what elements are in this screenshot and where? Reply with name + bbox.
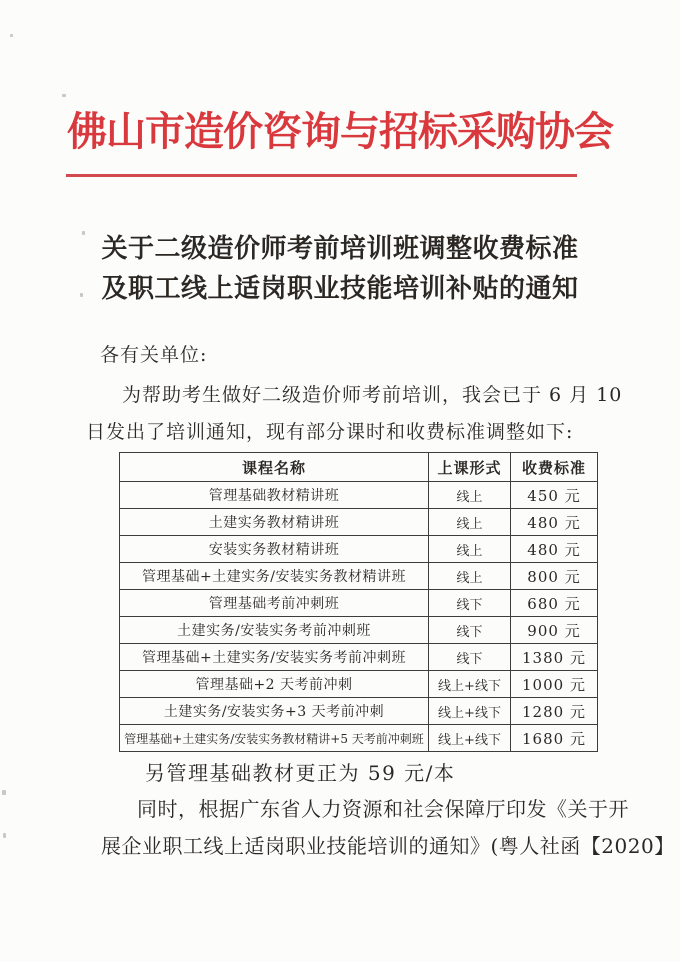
fee-value: 680 元 bbox=[511, 590, 598, 617]
table-row bbox=[120, 698, 598, 725]
course-name: 土建实务教材精讲班 bbox=[120, 509, 429, 536]
paragraph2-line2: 展企业职工线上适岗职业技能培训的通知》(粤人社函【2020】 bbox=[101, 834, 675, 858]
table-row bbox=[120, 671, 598, 698]
textbook-correction-note: 另管理基础教材更正为 59 元/本 bbox=[145, 761, 456, 785]
class-format: 线上+线下 bbox=[429, 698, 511, 725]
table-row bbox=[120, 590, 598, 617]
scan-artifact bbox=[80, 293, 83, 297]
course-name: 管理基础+土建实务/安装实务教材精讲+5 天考前冲刺班 bbox=[120, 725, 429, 752]
course-name: 管理基础+土建实务/安装实务考前冲刺班 bbox=[120, 644, 429, 671]
doc-title-line2: 及职工线上适岗职业技能培训补贴的通知 bbox=[101, 274, 579, 304]
fee-value: 1000 元 bbox=[511, 671, 598, 698]
class-format: 线上 bbox=[429, 563, 511, 590]
scan-artifact bbox=[2, 790, 6, 795]
class-format: 线下 bbox=[429, 644, 511, 671]
scan-artifact bbox=[3, 833, 6, 838]
course-name: 管理基础+2 天考前冲刺 bbox=[120, 671, 429, 698]
class-format: 线上 bbox=[429, 536, 511, 563]
header-course-name: 课程名称 bbox=[120, 453, 429, 482]
fee-table bbox=[119, 452, 598, 752]
table-row bbox=[120, 644, 598, 671]
fee-value: 800 元 bbox=[511, 563, 598, 590]
scan-artifact bbox=[10, 34, 13, 37]
class-format: 线上+线下 bbox=[429, 671, 511, 698]
fee-value: 900 元 bbox=[511, 617, 598, 644]
table-row bbox=[120, 563, 598, 590]
class-format: 线下 bbox=[429, 617, 511, 644]
table-row bbox=[120, 509, 598, 536]
course-name: 安装实务教材精讲班 bbox=[120, 536, 429, 563]
header-class-format: 上课形式 bbox=[429, 453, 511, 482]
scan-artifact bbox=[62, 94, 66, 97]
class-format: 线上 bbox=[429, 482, 511, 509]
salutation: 各有关单位: bbox=[100, 344, 208, 366]
header-fee-standard: 收费标准 bbox=[511, 453, 598, 482]
class-format: 线上+线下 bbox=[429, 725, 511, 752]
fee-value: 480 元 bbox=[511, 509, 598, 536]
paragraph1-line2: 日发出了培训通知，现有部分课时和收费标准调整如下: bbox=[86, 421, 574, 443]
class-format: 线下 bbox=[429, 590, 511, 617]
fee-value: 1280 元 bbox=[511, 698, 598, 725]
doc-title-line1: 关于二级造价师考前培训班调整收费标准 bbox=[101, 234, 579, 264]
course-name: 管理基础教材精讲班 bbox=[120, 482, 429, 509]
fee-table-container bbox=[119, 452, 598, 752]
table-header-row bbox=[120, 453, 598, 482]
paragraph1-line1: 为帮助考生做好二级造价师考前培训，我会已于 6 月 10 bbox=[122, 384, 623, 406]
course-name: 管理基础+土建实务/安装实务教材精讲班 bbox=[120, 563, 429, 590]
table-row bbox=[120, 536, 598, 563]
table-row bbox=[120, 617, 598, 644]
course-name: 土建实务/安装实务考前冲刺班 bbox=[120, 617, 429, 644]
table-row bbox=[120, 725, 598, 752]
letterhead-divider bbox=[66, 174, 577, 177]
letterhead-org-title: 佛山市造价咨询与招标采购协会 bbox=[67, 108, 613, 155]
fee-value: 1680 元 bbox=[511, 725, 598, 752]
paragraph2-line1: 同时，根据广东省人力资源和社会保障厅印发《关于开 bbox=[137, 797, 629, 821]
fee-value: 480 元 bbox=[511, 536, 598, 563]
fee-value: 1380 元 bbox=[511, 644, 598, 671]
table-row bbox=[120, 482, 598, 509]
fee-value: 450 元 bbox=[511, 482, 598, 509]
course-name: 管理基础考前冲刺班 bbox=[120, 590, 429, 617]
scan-artifact bbox=[82, 231, 85, 235]
class-format: 线上 bbox=[429, 509, 511, 536]
course-name: 土建实务/安装实务+3 天考前冲刺 bbox=[120, 698, 429, 725]
